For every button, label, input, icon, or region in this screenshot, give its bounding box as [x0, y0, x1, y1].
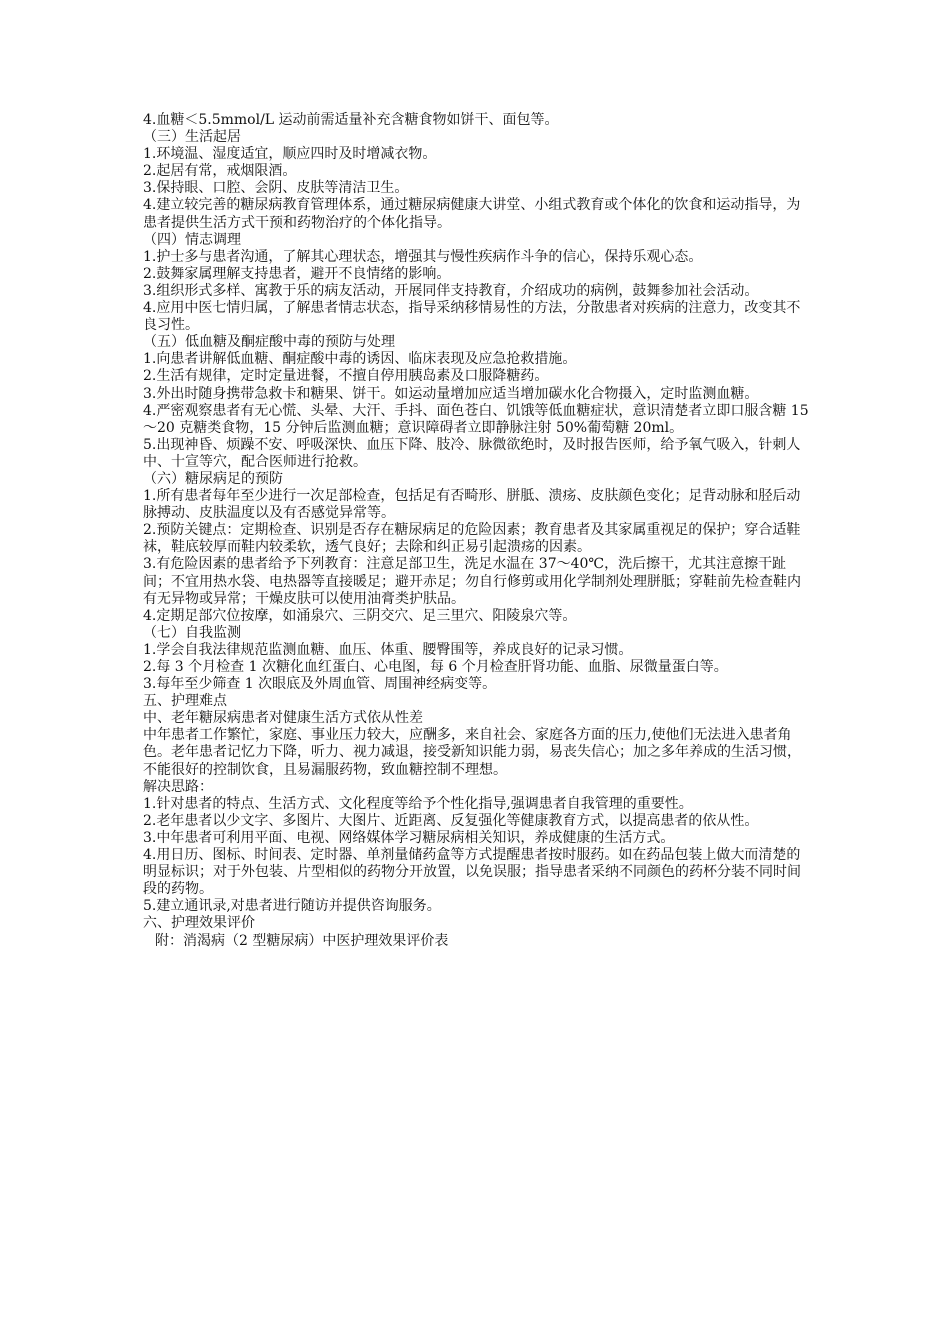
text-line: 1.学会自我法律规范监测血糖、血压、体重、腰臀围等，养成良好的记录习惯。 — [143, 641, 633, 658]
text-line: 2.起居有常，戒烟限酒。 — [143, 163, 297, 180]
chapter-heading: 五、护理难点 — [143, 693, 227, 710]
section-heading: （四）情志调理 — [143, 231, 241, 248]
text-line: 3.保持眼、口腔、会阴、皮肤等清洁卫生。 — [143, 180, 409, 197]
subheading: 解决思路： — [143, 778, 213, 795]
section-heading: （六）糖尿病足的预防 — [143, 470, 283, 487]
text-line: 1.所有患者每年至少进行一次足部检查，包括足有否畸形、胼胝、溃疡、皮肤颜色变化；足背动脉和胫后动脉搏动、皮肤温度以及有否感觉异常等。 — [143, 488, 801, 522]
text-line: 2.老年患者以少文字、多图片、大图片、近距离、反复强化等健康教育方式，以提高患者的依从性。 — [143, 812, 759, 829]
text-line: 3.组织形式多样、寓教于乐的病友活动，开展同伴支持教育，介绍成功的病例，鼓舞参加社会活动。 — [143, 282, 759, 299]
section-heading: （三）生活起居 — [143, 129, 241, 146]
text-line: 2.生活有规律，定时定量进餐，不擅自停用胰岛素及口服降糖药。 — [143, 368, 549, 385]
text-line: 4.建立较完善的糖尿病教育管理体系，通过糖尿病健康大讲堂、小组式教育或个体化的饮食和运动指导，为患者提供生活方式干预和药物治疗的个体化指导。 — [143, 197, 801, 231]
subheading: 中、老年糖尿病患者对健康生活方式依从性差 — [143, 710, 423, 727]
text-line: 3.外出时随身携带急救卡和糖果、饼干。如运动量增加应适当增加碳水化合物摄入，定时监测血糖。 — [143, 385, 759, 402]
text-line: 2.鼓舞家属理解支持患者，避开不良情绪的影响。 — [143, 265, 451, 282]
text-line: 1.护士多与患者沟通，了解其心理状态，增强其与慢性疾病作斗争的信心，保持乐观心态。 — [143, 248, 703, 265]
text-line: 4.应用中医七情归属，了解患者情志状态，指导采纳移情易性的方法，分散患者对疾病的注意力，改变其不良习性。 — [143, 300, 801, 334]
text-line: 5.出现神昏、烦躁不安、呼吸深快、血压下降、肢冷、脉微欲绝时，及时报告医师，给予氧气吸入，针刺人中、十宣等穴，配合医师进行抢救。 — [143, 436, 801, 470]
text-line: 3.有危险因素的患者给予下列教育：注意足部卫生，洗足水温在 37～40℃，洗后擦干，尤其注意擦干趾间；不宜用热水袋、电热器等直接暖足；避开赤足；勿自行修剪或用化学制剂处理胼胝；穿鞋前先检查鞋内有无异物或异常；干燥皮肤可以使用油膏类护肤品。 — [143, 556, 801, 607]
document-page — [143, 112, 811, 950]
text-line: 1.向患者讲解低血糖、酮症酸中毒的诱因、临床表现及应急抢救措施。 — [143, 351, 577, 368]
section-heading: （七）自我监测 — [143, 624, 241, 641]
text-line: 1.环境温、湿度适宜，顺应四时及时增减衣物。 — [143, 146, 437, 163]
appendix-note: 附：消渴病（2 型糖尿病）中医护理效果评价表 — [155, 932, 449, 949]
text-line: 3.中年患者可利用平面、电视、网络媒体学习糖尿病相关知识，养成健康的生活方式。 — [143, 829, 675, 846]
text-line: 4.严密观察患者有无心慌、头晕、大汗、手抖、面色苍白、饥饿等低血糖症状，意识清楚者立即口服含糖 15～20 克糖类食物，15 分钟后监测血糖；意识障碍者立即静脉注射 50%葡萄糖 20ml。 — [143, 402, 809, 436]
text-line: 4.用日历、图标、时间表、定时器、单剂量储药盒等方式提醒患者按时服药。如在药品包装上做大而清楚的明显标识；对于外包装、片型相似的药物分开放置，以免误服；指导患者采纳不同颜色的药杯分装不同时间段的药物。 — [143, 847, 801, 898]
section-heading: （五）低血糖及酮症酸中毒的预防与处理 — [143, 334, 395, 351]
text-line: 4.定期足部穴位按摩，如涌泉穴、三阴交穴、足三里穴、阳陵泉穴等。 — [143, 607, 577, 624]
text-line: 2.每 3 个月检查 1 次糖化血红蛋白、心电图，每 6 个月检查肝肾功能、血脂、尿微量蛋白等。 — [143, 659, 728, 675]
text-line: 2.预防关键点：定期检查、识别是否存在糖尿病足的危险因素；教育患者及其家属重视足的保护；穿合适鞋袜，鞋底较厚而鞋内较柔软，透气良好；去除和纠正易引起溃疡的因素。 — [143, 522, 801, 556]
text-line: 1.针对患者的特点、生活方式、文化程度等给予个性化指导,强调患者自我管理的重要性。 — [143, 795, 693, 812]
chapter-heading: 六、护理效果评价 — [143, 915, 255, 932]
text-line: 3.每年至少筛查 1 次眼底及外周血管、周围神经病变等。 — [143, 676, 497, 693]
text-line: 5.建立通讯录,对患者进行随访并提供咨询服务。 — [143, 898, 441, 915]
text-line: 4.血糖＜5.5mmol/L 运动前需适量补充含糖食物如饼干、面包等。 — [143, 112, 559, 128]
text-line: 中年患者工作繁忙，家庭、事业压力较大，应酬多，来自社会、家庭各方面的压力,使他们无法进入患者角色。老年患者记忆力下降，听力、视力减退，接受新知识能力弱，易丧失信心；加之多年养成的生活习惯，不能很好的控制饮食，且易漏服药物，致血糖控制不理想。 — [143, 727, 801, 778]
